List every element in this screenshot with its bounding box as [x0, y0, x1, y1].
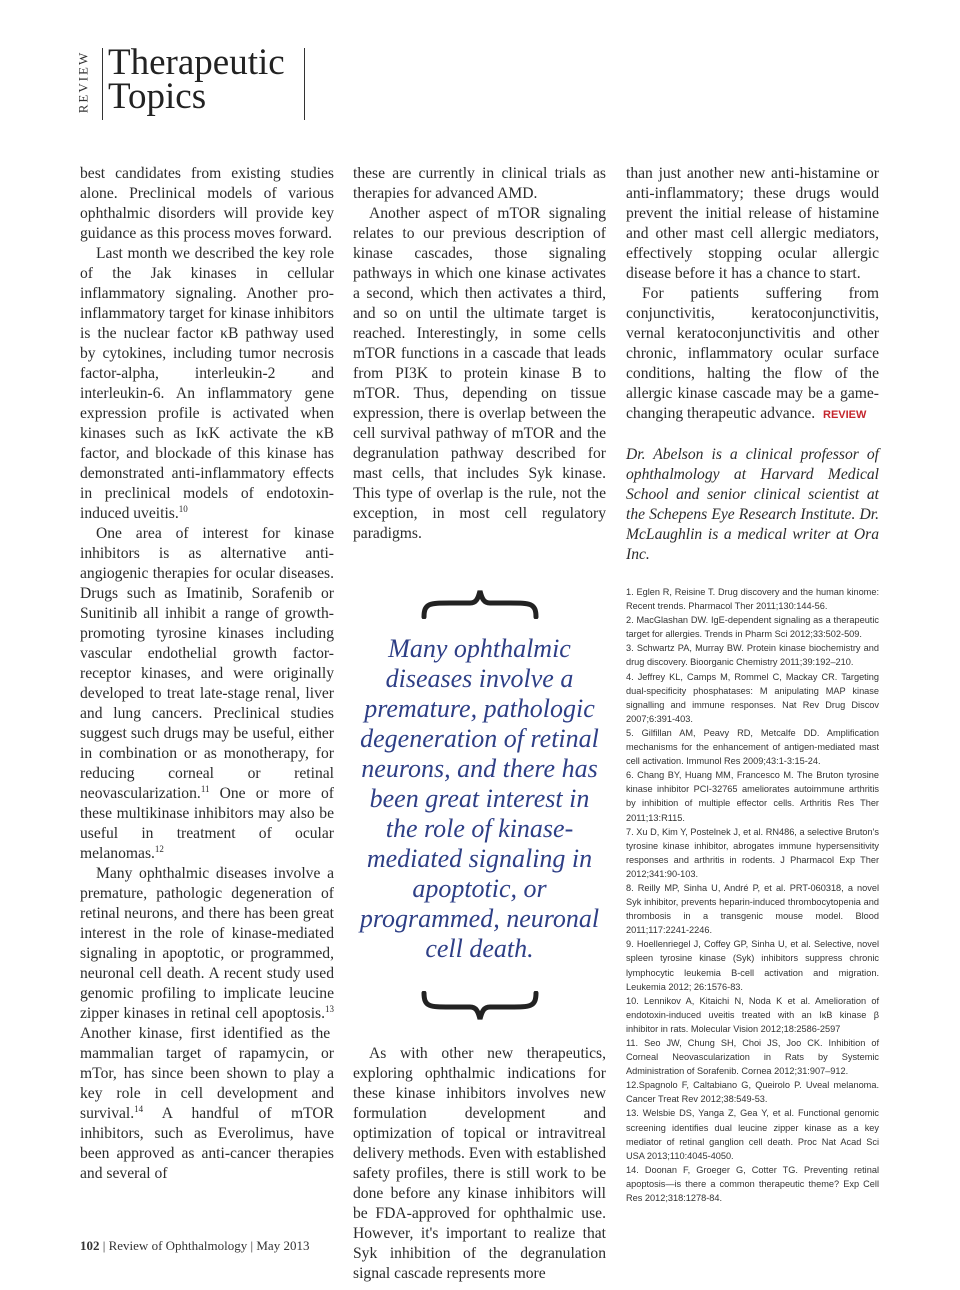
citation-superscript: 13: [325, 1003, 334, 1014]
reference-item: 14. Doonan F, Groeger G, Cotter TG. Preventing retinal apoptosis—is there a common therapeutic theme? Exp Cell Res 2012;318:1278-84.: [626, 1164, 879, 1204]
brace-close-icon: [353, 968, 606, 1032]
end-of-article-mark: REVIEW: [823, 409, 867, 421]
article-column-2: [353, 164, 606, 1284]
reference-item: 12.Spagnolo F, Caltabiano G, Queirolo P. Uveal melanoma. Cancer Treat Rev 2012;38:549-53.: [626, 1080, 879, 1105]
article-column-3: [626, 164, 879, 1205]
paragraph: One area of interest for kinase inhibitors is as alternative anti-angiogenic therapies for ocular diseases. Drugs such as Imatinib, Sorafenib or Sunitinib all inhibit a range of growth-promoting tyrosine kinases including vascular endothelial growth factor-receptor kinases, and were originally developed to treat late-stage renal, liver and lung cancers. Preclinical studies suggest such drugs may be useful, either in combination or as monotherapy, for reducing corneal or retinal neovascularization.$^{11}$ One or more of these multikinase inhibitors may also be useful in treatment of ocular melanomas.$^{12}$: [80, 525, 334, 862]
reference-item: 1. Eglen R, Reisine T. Drug discovery and the human kinome: Recent trends. Pharmacol Ther 2011;130:144-56.: [626, 587, 879, 612]
reference-item: 5. Gilfillan AM, Peavy RD, Metcalfe DD. Amplification mechanisms for the enhancement of antigen-mediated mast cell activation. Immunol Res 2009;43:1-3:15-24.: [626, 727, 879, 767]
page-number: 102: [80, 1238, 100, 1253]
paragraph: As with other new therapeutics, exploring ophthalmic indications for these kinase inhibitors involves new formulation development and optimization of topical or intravitreal delivery methods. Even with established safety profiles, there is still work to be done before any kinase inhibitors will be FDA-approved for ophthalmic use. However, it's important to realize that Syk inhibition of the degranulation signal cascade represents more: [353, 1045, 606, 1282]
citation-superscript: 11: [200, 783, 210, 794]
reference-item: 7. Xu D, Kim Y, Postelnek J, et al. RN486, a selective Bruton's tyrosine kinase inhibitor, abrogates immune hypersensitivity responses and arthritis in rodents. J Pharmacol Exp Ther 2012;341:90-103.: [626, 826, 879, 879]
footer-separator: |: [250, 1238, 254, 1253]
brace-close-svg: [420, 991, 540, 1021]
brace-open-icon: [353, 566, 606, 630]
section-title: [108, 42, 285, 117]
reference-item: 13. Welsbie DS, Yanga Z, Gea Y, et al. Functional genomic screening identifies dual leucine zipper kinase as a key mediator of retinal ganglion cell death. Proc Nat Acad Sci USA 2013;110:4045-4050.: [626, 1108, 879, 1161]
reference-item: 2. MacGlashan DW. IgE-dependent signaling as a therapeutic target for allergies. Trends in Pharm Sci 2012;33:502-509.: [626, 615, 879, 640]
paragraph: Another aspect of mTOR signaling relates to our previous description of kinase cascades, those signaling pathways in which one kinase activates a second, which then activates a third, and so on until the ultimate target is reached. Interestingly, in some cells mTOR functions in a cascade that leads from PI3K to protein kinase B to mTOR. Thus, depending on tissue expression, there is overlap between the cell survival pathway of mTOR and the degranulation pathway described for mast cells, that includes Syk kinase. This type of overlap is the rule, not the exception, in most cell regulatory paradigms.: [353, 205, 606, 542]
pull-quote: Many ophthalmic diseases involve a premature, pathologic degeneration of retinal neurons, and there has been great interest in the role of kinase-mediated signaling in apoptotic, or programmed, neuronal cell death.: [359, 634, 600, 963]
reference-item: 8. Reilly MP, Sinha U, André P, et al. PRT-060318, a novel Syk inhibitor, prevents heparin-induced thrombocytopenia and thrombosis in a transgenic mouse model. Blood 2011;117:2241-2246.: [626, 882, 879, 936]
footer-separator: |: [102, 1238, 106, 1253]
issue-date: May 2013: [256, 1238, 310, 1253]
reference-item: 10. Lennikov A, Kitaichi N, Noda K et al. Amelioration of endotoxin-induced uveitis treated with an IκB kinase β inhibitor in rats. Molecular Vision 2012;18:2586-2597: [626, 995, 879, 1034]
reference-item: 6. Chang BY, Huang MM, Francesco M. The Bruton tyrosine kinase inhibitor PCI-32765 ameliorates autoimmune arthritis by inhibition of multiple effector cells. Arthritis Res Ther 2011;13:R115.: [626, 770, 879, 823]
paragraph: these are currently in clinical trials as therapies for advanced AMD.: [353, 165, 606, 202]
paragraph: Many ophthalmic diseases involve a premature, pathologic degeneration of retinal neurons, and there has been great interest in the role of kinase-mediated signaling in apoptotic, or programmed, neuronal cell death. A recent study used genomic profiling to implicate leucine zipper kinases in retinal cell apoptosis.$^{13}$ Another kinase, first identified as the mammalian target of rapamycin, or mTor, has since been shown to play a key role in cell development and survival.$^{14}$ A handful of mTOR inhibitors, such as Everolimus, have been approved as anti-cancer therapies and several of: [80, 865, 334, 1182]
citation-superscript: 12: [154, 843, 164, 854]
reference-item: 3. Schwartz PA, Murray BW. Protein kinase biochemistry and drug discovery. Bioorganic Chemistry 2011;39:192–210.: [626, 643, 879, 668]
paragraph: For patients suffering from conjunctivitis, keratoconjunctivitis, vernal keratoconjunctivitis and other chronic, inflammatory ocular surface conditions, halting the flow of the allergic kinase cascade may be a game-changing therapeutic advance. REVIEW: [626, 285, 879, 422]
publication-name: Review of Ophthalmology: [108, 1238, 248, 1253]
references-list: [626, 585, 879, 1205]
citation-superscript: 10: [178, 503, 188, 514]
article-column-1: [80, 164, 334, 1184]
author-bio: Dr. Abelson is a clinical professor of ophthalmology at Harvard Medical School and senior clinical scientist at the Schepens Eye Research Institute. Dr. McLaughlin is a medical writer at Ora Inc.: [626, 446, 879, 563]
reference-item: 9. Hoellenriegel J, Coffey GP, Sinha U, et al. Selective, novel spleen tyrosine kinase (Syk) inhibitors suppress chronic lymphocytic leukemia B-cell activation and migration. Leukemia 2012; 26:1576-83.: [626, 939, 879, 992]
paragraph: than just another new anti-histamine or anti-inflammatory; these drugs would prevent the initial release of histamine and other mast cell allergic mediators, effectively stopping ocular allergic disease before it has a chance to start.: [626, 165, 879, 282]
section-title-line2: Topics: [108, 76, 207, 117]
page-footer: [80, 1238, 309, 1254]
section-tag-label: REVIEW: [75, 50, 91, 114]
header-divider-left: [102, 48, 103, 120]
paragraph: Last month we described the key role of the Jak kinases in cellular inflammatory signaling. Another pro-inflammatory target for kinase inhibitors is the nuclear factor κB pathway used by cytokines, including tumor necrosis factor-alpha, interleukin-2 and interleukin-6. An inflammatory gene expression profile is activated when kinases such as IκK activate the κB factor, and blockade of this kinase has demonstrated anti-inflammatory effects in preclinical models of endotoxin-induced uveitis.$^{10}$: [80, 245, 334, 522]
paragraph: best candidates from existing studies alone. Preclinical models of various ophthalmic disorders will provide key guidance as this process moves forward.: [80, 165, 334, 242]
reference-item: 11. Seo JW, Chung SH, Choi JS, Joo CK. Inhibition of Corneal Neovascularization in Rats by Systemic Administration of Sorafenib. Cornea 2012;31:907–912.: [626, 1038, 879, 1077]
reference-item: 4. Jeffrey KL, Camps M, Rommel C, Mackay CR. Targeting dual-specificity phosphatases: M anipulating MAP kinase signalling and immune responses. Nat Rev Drug Discov 2007;6:391-403.: [626, 671, 879, 724]
section-tag: [75, 50, 100, 120]
section-title-line1: Therapeutic: [108, 42, 285, 83]
header-divider-right: [304, 48, 305, 120]
citation-superscript: 14: [134, 1103, 144, 1114]
brace-open-svg: [420, 589, 540, 619]
